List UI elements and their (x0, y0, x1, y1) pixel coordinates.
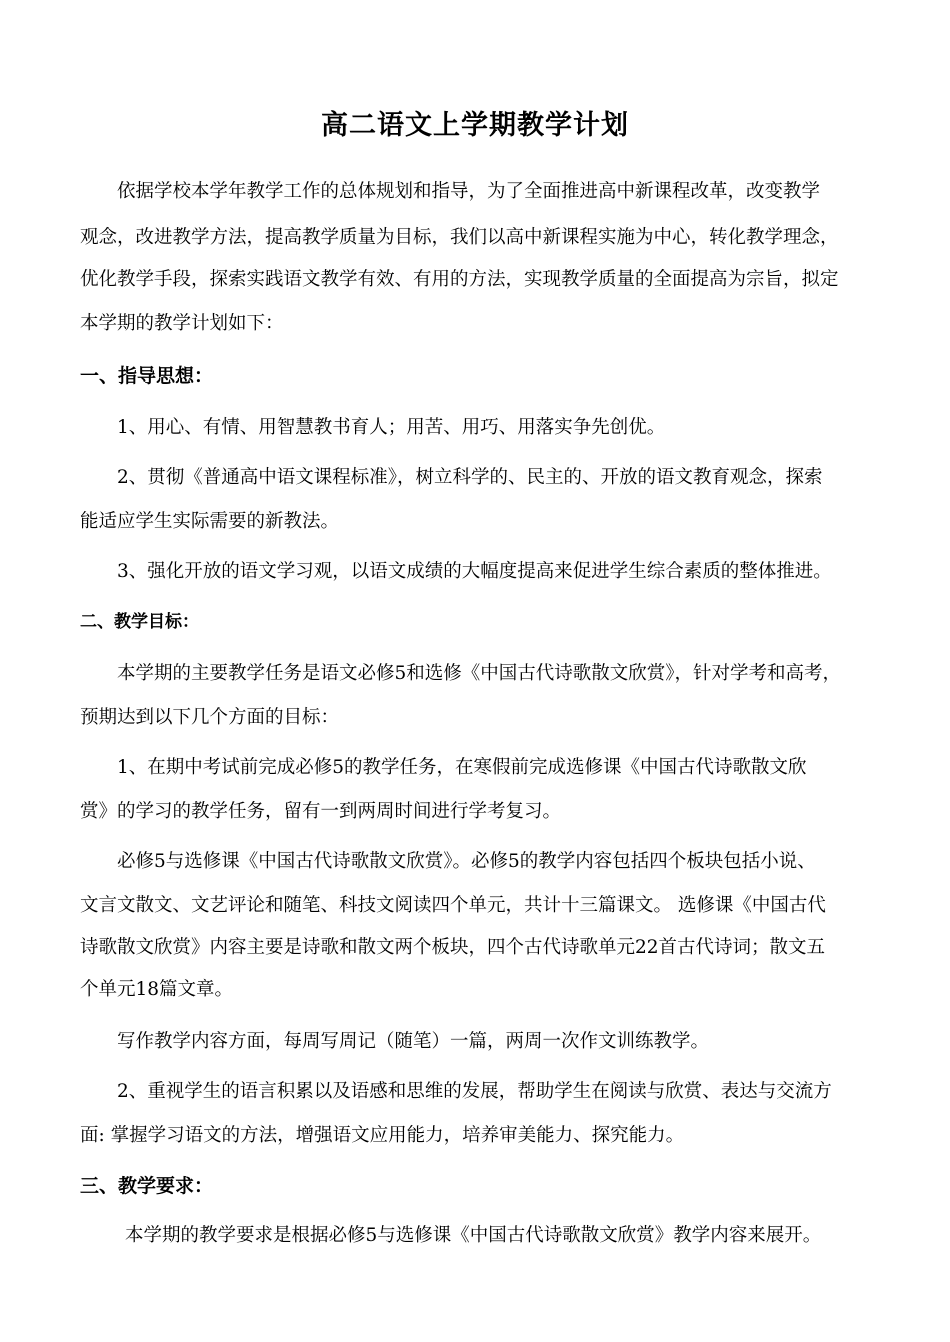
intro-line-2: 观念，改进教学方法，提高教学质量为目标，我们以高中新课程实施为中心，转化教学理念， (80, 227, 839, 248)
section-2-item-2-line-1: 2、重视学生的语言积累以及语感和思维的发展，帮助学生在阅读与欣赏、表达与交流方 (117, 1081, 832, 1102)
section-1-heading: 一、指导思想： (80, 365, 214, 387)
section-2-para-3-line-3: 诗歌散文欣赏》内容主要是诗歌和散文两个板块，四个古代诗歌单元22首古代诗词；散文五 (80, 937, 826, 958)
section-2-para-3-line-4: 个单元18篇文章。 (80, 979, 234, 1000)
section-2-para-1-line-2: 预期达到以下几个方面的目标： (80, 707, 340, 728)
section-1-item-2-line-1: 2、贯彻《普通高中语文课程标准》，树立科学的、民主的、开放的语文教育观念，探索 (117, 467, 823, 488)
section-2-item-2-line-2: 面: 掌握学习语文的方法，增强语文应用能力，培养审美能力、探究能力。 (80, 1125, 685, 1146)
section-2-para-3-line-1: 必修5与选修课《中国古代诗歌散文欣赏》。必修5的教学内容包括四个板块包括小说、 (117, 851, 816, 872)
section-1-item-1: 1、用心、有情、用智慧教书育人；用苦、用巧、用落实争先创优。 (117, 417, 666, 438)
section-2-item-1-line-1: 1、在期中考试前完成必修5的教学任务，在寒假前完成选修课《中国古代诗歌散文欣 (117, 757, 807, 778)
intro-line-4: 本学期的教学计划如下： (80, 313, 284, 334)
intro-line-3: 优化教学手段，探索实践语文教学有效、有用的方法，实现教学质量的全面提高为宗旨，拟定 (80, 269, 839, 290)
intro-line-1: 依据学校本学年教学工作的总体规划和指导，为了全面推进高中新课程改革，改变教学 (117, 181, 821, 202)
section-2-para-4: 写作教学内容方面，每周写周记（随笔）一篇，两周一次作文训练教学。 (117, 1031, 710, 1052)
section-2-para-1-line-1: 本学期的主要教学任务是语文必修5和选修《中国古代诗歌散文欣赏》，针对学考和高考， (117, 663, 842, 684)
section-1-item-2-line-2: 能适应学生实际需要的新教法。 (80, 511, 340, 532)
section-2-para-3-line-2: 文言文散文、文艺评论和随笔、科技文阅读四个单元，共计十三篇课文。 选修课《中国古代 (80, 895, 826, 916)
section-3-para-1: 本学期的教学要求是根据必修5与选修课《中国古代诗歌散文欣赏》教学内容来展开。 (125, 1225, 822, 1246)
section-2-item-1-line-2: 赏》的学习的教学任务，留有一到两周时间进行学考复习。 (80, 801, 562, 822)
section-3-heading: 三、教学要求： (80, 1175, 214, 1197)
section-2-heading: 二、教学目标： (80, 612, 199, 632)
document-title: 高二语文上学期教学计划 (321, 110, 629, 141)
section-1-item-3: 3、强化开放的语文学习观，以语文成绩的大幅度提高来促进学生综合素质的整体推进。 (117, 561, 832, 582)
